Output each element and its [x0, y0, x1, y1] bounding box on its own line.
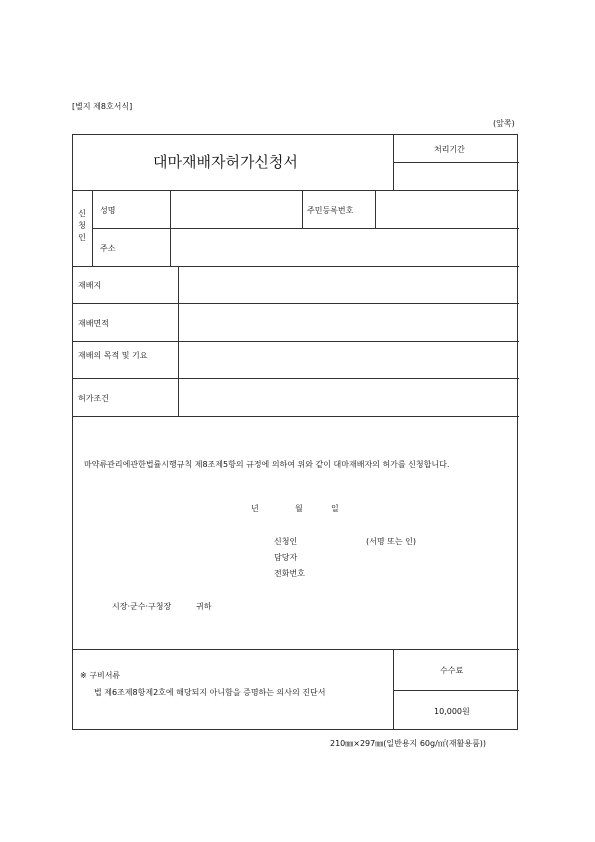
fee-label: 수수료	[440, 666, 464, 675]
date-year: 년	[251, 504, 259, 513]
permit-conditions-label: 허가조건	[78, 394, 109, 403]
person-in-charge-label: 담당자	[274, 553, 298, 562]
resident-number-label: 주민등록번호	[307, 206, 354, 215]
divider	[72, 416, 519, 417]
divider	[393, 649, 394, 730]
divider	[92, 190, 93, 266]
required-document-item: 법 제6조제8항제2호에 해당되지 아니함을 증명하는 의사의 진단서	[94, 688, 326, 697]
addressee: 시장·군수·구청장	[112, 602, 172, 611]
applicant-section-label: 신청인	[78, 209, 86, 242]
form-number: [별지 제8호서식]	[72, 102, 133, 111]
divider	[92, 228, 519, 229]
cultivation-area-field[interactable]	[184, 318, 514, 330]
divider	[178, 266, 179, 416]
cultivation-site-label: 재배지	[78, 281, 102, 290]
resident-number-field[interactable]	[380, 205, 514, 217]
divider	[393, 690, 519, 691]
purpose-field[interactable]	[184, 355, 514, 367]
phone-label: 전화번호	[274, 569, 305, 578]
name-label: 성명	[100, 206, 116, 215]
required-documents-header: ※ 구비서류	[80, 671, 121, 680]
divider	[72, 303, 519, 304]
name-field[interactable]	[175, 205, 297, 217]
page-side-label: (앞쪽)	[493, 119, 515, 128]
processing-period-label: 처리기간	[434, 145, 465, 154]
applicant-sign-label: 신청인	[274, 537, 298, 546]
divider	[72, 649, 519, 650]
divider	[72, 266, 519, 267]
form-title: 대마재배자허가신청서	[153, 153, 298, 171]
cultivation-site-field[interactable]	[184, 280, 514, 292]
address-label: 주소	[100, 244, 116, 253]
fee-amount: 10,000원	[434, 707, 470, 716]
divider	[72, 378, 519, 379]
processing-period-field[interactable]	[398, 170, 514, 184]
address-field[interactable]	[175, 243, 513, 255]
cultivation-area-label: 재배면적	[78, 319, 109, 328]
divider	[393, 134, 394, 191]
date-month: 월	[295, 504, 303, 513]
form-border	[72, 134, 518, 730]
addressee-suffix: 귀하	[196, 602, 212, 611]
divider	[72, 341, 519, 342]
paper-spec: 210㎜×297㎜(일반용지 60g/㎡(재활용품))	[330, 739, 487, 748]
divider	[393, 162, 519, 163]
divider	[72, 190, 519, 191]
divider	[302, 190, 303, 228]
purpose-label: 재배의 목적 및 기요	[78, 351, 148, 360]
application-statement: 마약류관리에관한법률시행규칙 제8조제5항의 규정에 의하여 위와 같이 대마재배자의 허가를 신청합니다.	[84, 460, 450, 469]
divider	[375, 190, 376, 228]
permit-conditions-field[interactable]	[184, 393, 514, 405]
divider	[170, 190, 171, 266]
signature-note: (서명 또는 인)	[366, 537, 416, 546]
date-day: 일	[331, 504, 339, 513]
